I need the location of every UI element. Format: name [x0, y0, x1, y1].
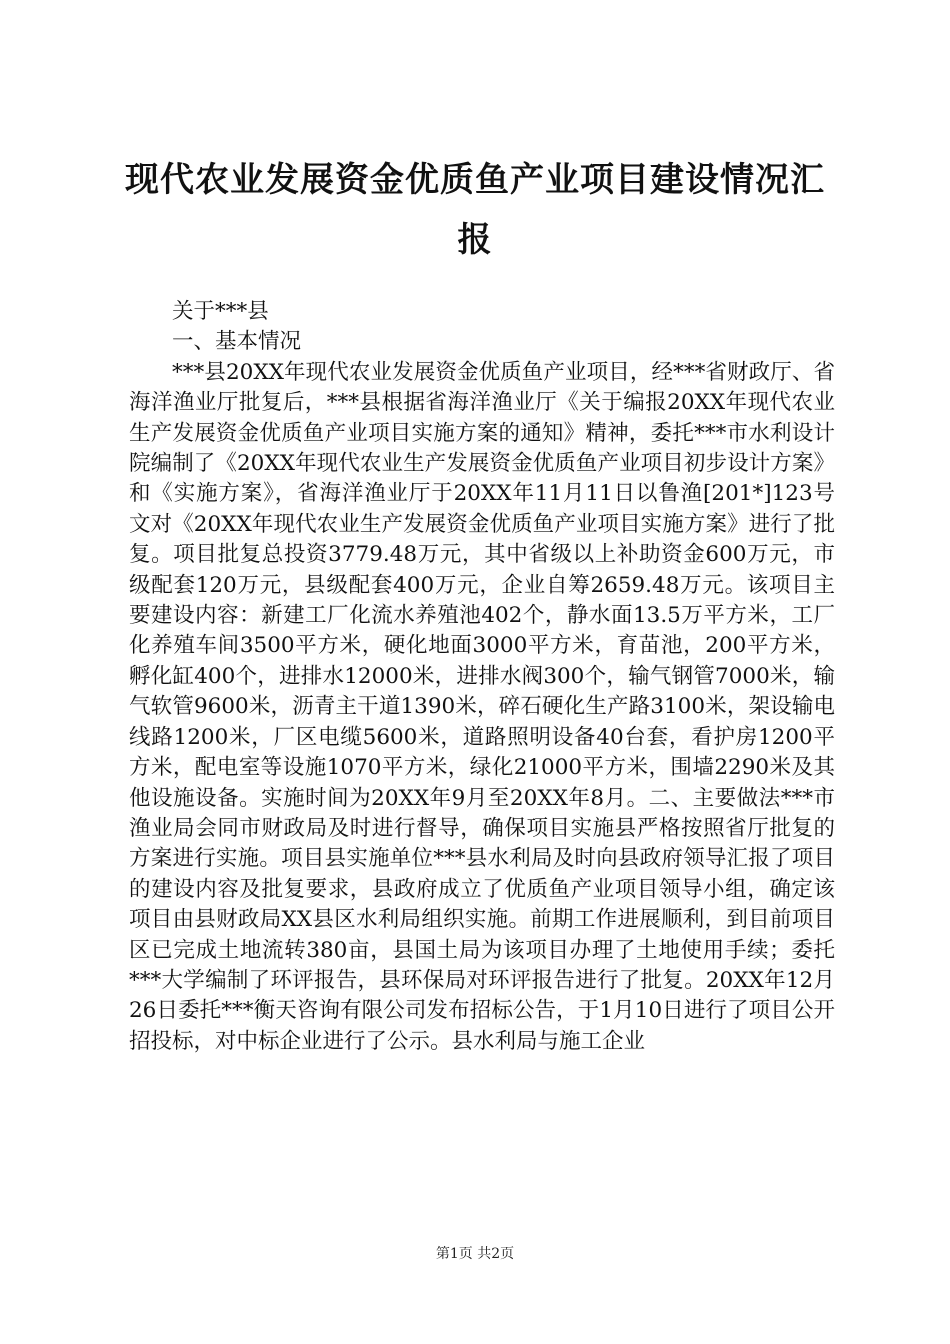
paragraph-recipient: 关于***县	[172, 299, 269, 324]
document-title: 现代农业发展资金优质鱼产业项目建设情况汇报	[125, 160, 825, 260]
document-body	[129, 297, 835, 1057]
page-number-footer: 第1页 共2页	[435, 1246, 515, 1262]
paragraph-main: ***县20XX年现代农业发展资金优质鱼产业项目，经***省财政厅、省海洋渔业厅批复后，***县根据省海洋渔业厅《关于编报20XX年现代农业生产发展资金优质鱼产业项目实施方案的通知》精神，委托***市水利设计院编制了《20XX年现代农业生产发展资金优质鱼产业项目初步设计方案》和《实施方案》，省海洋渔业厅于20XX年11月11日以鲁渔[201*]123号文对《20XX年现代农业生产发展资金优质鱼产业项目实施方案》进行了批复。项目批复总投资3779.48万元，其中省级以上补助资金600万元，市级配套120万元，县级配套400万元，企业自筹2659.48万元。该项目主要建设内容：新建工厂化流水养殖池402个，静水面13.5万平方米，工厂化养殖车间3500平方米，硬化地面3000平方米，育苗池，200平方米，孵化缸400个，进排水12000米，进排水阀300个，输气钢管7000米，输气软管9600米，沥青主干道1390米，碎石硬化生产路3100米，架设输电线路1200米，厂区电缆5600米，道路照明设备40台套，看护房1200平方米，配电室等设施1070平方米，绿化21000平方米，围墙2290米及其他设施设备。实施时间为20XX年9月至20XX年8月。二、主要做法***市渔业局会同市财政局及时进行督导，确保项目实施县严格按照省厅批复的方案进行实施。项目县实施单位***县水利局及时向县政府领导汇报了项目的建设内容及批复要求，县政府成立了优质鱼产业项目领导小组，确定该项目由县财政局XX县区水利局组织实施。前期工作进展顺利，到目前项目区已完成土地流转380亩，县国土局为该项目办理了土地使用手续；委托***大学编制了环评报告，县环保局对环评报告进行了批复。20XX年12月26日委托***衡天咨询有限公司发布招标公告，于1月10日进行了项目公开招投标，对中标企业进行了公示。县水利局与施工企业	[129, 359, 835, 1054]
section-heading: 一、基本情况	[172, 329, 302, 355]
